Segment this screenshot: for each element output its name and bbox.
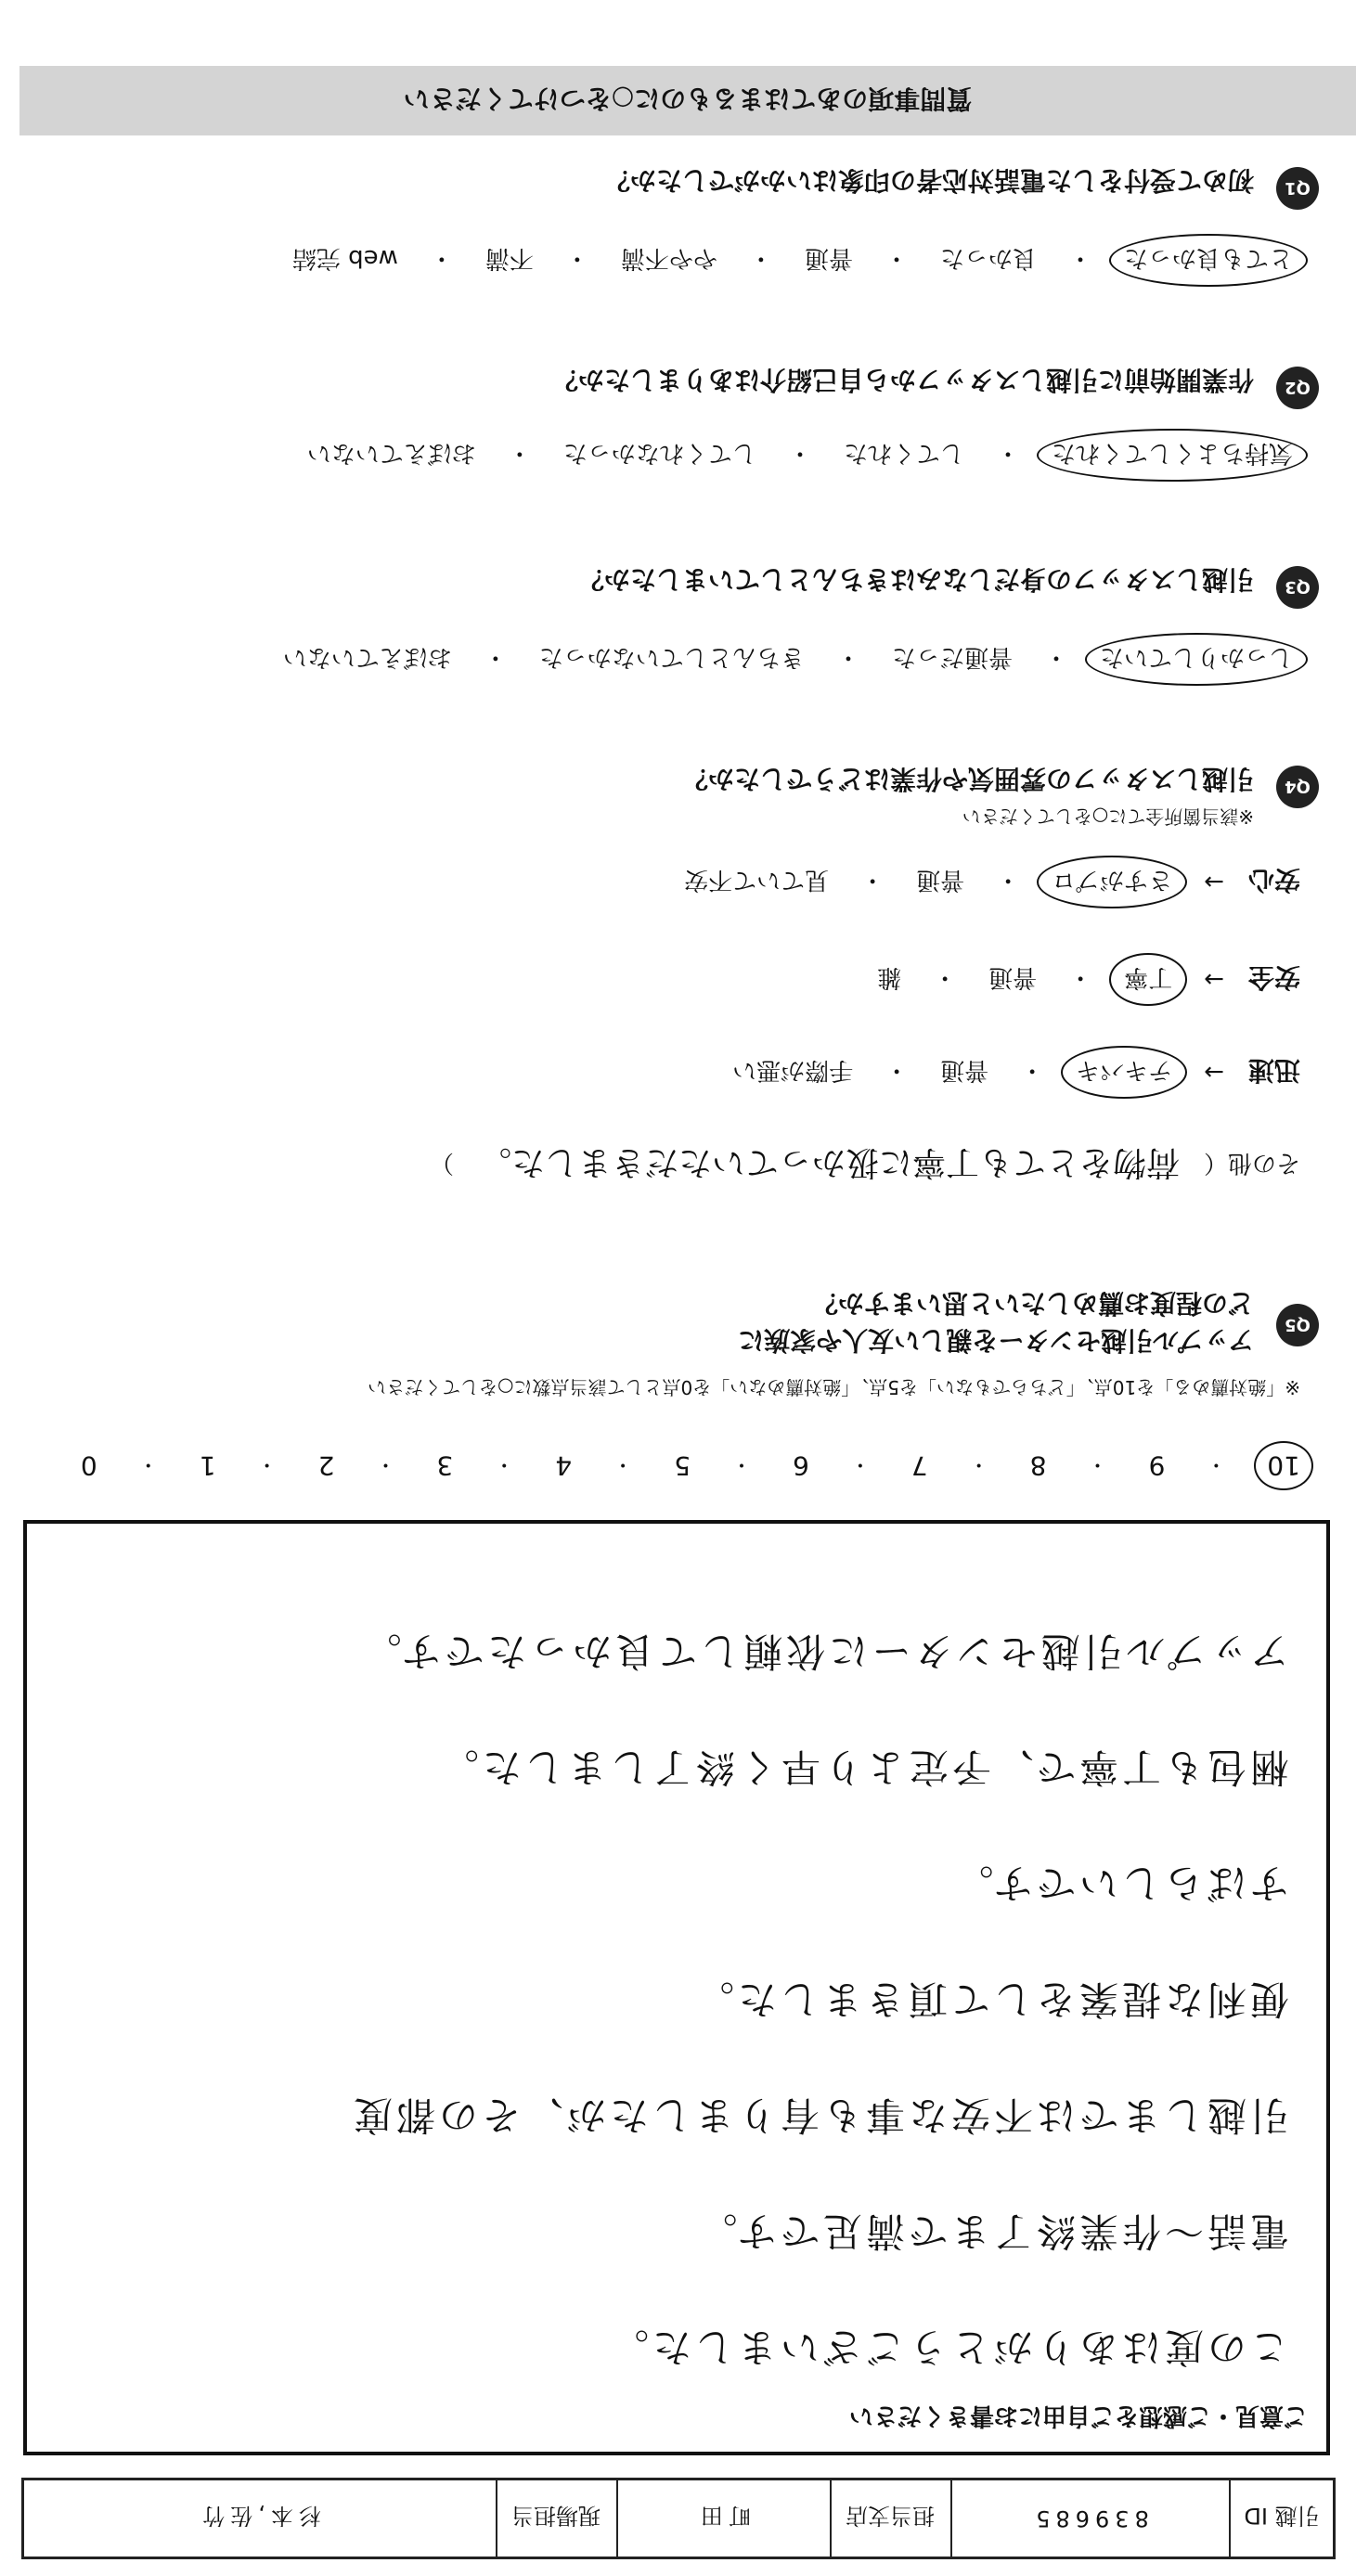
comments-box <box>23 1520 1330 2455</box>
supervisor-label: 現場担当 <box>496 2480 618 2557</box>
scale-0[interactable]: 0 <box>80 1450 97 1481</box>
arrow-icon: → <box>1204 965 1224 994</box>
q4-option[interactable]: テキパキ <box>1068 1053 1180 1091</box>
comment-line: 便利な提案をして頂きました。 <box>691 1977 1289 2022</box>
q1-option[interactable]: 良かった <box>939 244 1037 272</box>
q1-option[interactable]: やや不満 <box>620 244 717 272</box>
q2-badge: Q2 <box>1276 367 1319 409</box>
q4-option[interactable]: 手際が悪い <box>732 1056 854 1084</box>
q2-option[interactable]: おぼえていない <box>306 439 476 467</box>
q4-other-text[interactable]: 荷物をとても丁寧に扱かっていただきました。 <box>477 1143 1180 1181</box>
q5-text-line1: アップル引越センターを親しい友人や家族に <box>738 1325 1254 1356</box>
q1-text: 初めて受付をした電話対応者の印象はいかがでしたか？ <box>603 165 1254 196</box>
comment-line: アップル引越センターに依頼して良かったです。 <box>358 1629 1289 1674</box>
q5-note: ※「絶対薦める」を10点、「どちらでもない」を5点、「絶対薦めない」を0点として該当点数に○をしてください <box>368 1376 1300 1398</box>
q4-option[interactable]: 丁寧 <box>1117 960 1180 998</box>
header-row <box>21 2478 1336 2559</box>
q4-other <box>430 1141 1300 1189</box>
scale-8[interactable]: 8 <box>1029 1450 1047 1481</box>
q4-row-label: 安心 <box>1247 865 1300 896</box>
q1-option[interactable]: web 完結 <box>291 244 398 272</box>
branch-label: 担当支店 <box>830 2480 952 2557</box>
q2-text: 作業開始前に引越しスタッフから自己紹介はありましたか？ <box>551 365 1254 395</box>
instructions-bar: 質問事項のあてはまるものに○をつけてください <box>19 66 1356 135</box>
q4-text: 引越しスタッフの雰囲気や作業はどうでしたか？ <box>681 764 1254 794</box>
q4-row-label: 安全 <box>1247 962 1300 994</box>
q2-options: 気持ちよくしてくれた ・ してくれた ・ してくれなかった ・ おぼえていない <box>300 436 1300 474</box>
q5-scale: 10 ・ 9 ・ 8 ・ 7 ・ 6 ・ 5 ・ 4 ・ 3 ・ 2 ・ 1 ・ 0 <box>80 1450 1300 1481</box>
q1-option[interactable]: とても良かった <box>1117 241 1300 279</box>
scale-10[interactable]: 10 <box>1267 1450 1300 1481</box>
q4-option[interactable]: 普通 <box>988 963 1038 991</box>
comment-line: すばらしいです。 <box>950 1861 1289 1906</box>
q4-other-close: ） <box>429 1149 454 1177</box>
q4-option[interactable]: 雑 <box>877 963 902 991</box>
q3-text: 引越しスタッフの身だしなみはきちんとしていましたか？ <box>577 564 1254 595</box>
q2-option[interactable]: 気持ちよくしてくれた <box>1044 436 1300 474</box>
arrow-icon: → <box>1204 1058 1224 1087</box>
q3-option[interactable]: しっかりしていた <box>1092 640 1300 678</box>
q4-row-relief: 安心 → さすがプロ ・ 普通 ・ 見ていて不安 <box>677 863 1300 901</box>
scale-1[interactable]: 1 <box>199 1450 216 1481</box>
q4-other-label: その他（ <box>1203 1149 1300 1177</box>
scale-6[interactable]: 6 <box>792 1450 809 1481</box>
q4-option[interactable]: 見ていて不安 <box>684 866 830 894</box>
scale-4[interactable]: 4 <box>555 1450 573 1481</box>
q1-options: とても良かった ・ 良かった ・ 普通 ・ やや不満 ・ 不満 ・ web 完結 <box>285 241 1300 279</box>
scale-5[interactable]: 5 <box>674 1450 691 1481</box>
q3-option[interactable]: きちんとしていなかった <box>538 643 805 671</box>
scale-2[interactable]: 2 <box>317 1450 335 1481</box>
q4-option[interactable]: 普通 <box>916 866 965 894</box>
comment-line: この度はありがとうございました。 <box>605 2325 1289 2370</box>
q4-option[interactable]: 普通 <box>940 1056 989 1084</box>
q1-badge: Q1 <box>1276 167 1319 210</box>
comment-line: 電話〜作業終了まで満足です。 <box>694 2209 1289 2254</box>
q4-note: ※該当箇所全てに○をしてください <box>962 805 1254 828</box>
comment-line: 引越しまでは不安な事も有りましたが、その都度 <box>349 2093 1289 2138</box>
q2-option[interactable]: してくれなかった <box>562 439 756 467</box>
scale-7[interactable]: 7 <box>910 1450 928 1481</box>
comment-line: 梱包も丁寧で、予定より早く終了しました。 <box>435 1745 1289 1790</box>
q1-option[interactable]: 普通 <box>804 244 853 272</box>
comments-title: ご意見・ご感想をご自由にお書きください <box>848 2402 1308 2429</box>
q4-row-safety: 安全 → 丁寧 ・ 普通 ・ 雑 <box>870 960 1300 998</box>
q3-badge: Q3 <box>1276 566 1319 609</box>
q4-badge: Q4 <box>1276 766 1319 808</box>
q4-row-speed: 迅速 → テキパキ ・ 普通 ・ 手際が悪い <box>725 1053 1300 1091</box>
id-label: 引越 ID <box>1244 2503 1320 2530</box>
supervisor-value: 杉本,佐竹 <box>22 2480 497 2557</box>
branch-value: 町田 <box>616 2480 832 2557</box>
q4-row-label: 迅速 <box>1247 1055 1300 1087</box>
q3-option[interactable]: 普通だった <box>891 643 1013 671</box>
arrow-icon: → <box>1204 868 1224 896</box>
id-value: 839685 <box>950 2480 1231 2557</box>
q1-option[interactable]: 不満 <box>484 244 534 272</box>
scale-9[interactable]: 9 <box>1148 1450 1166 1481</box>
q3-option[interactable]: おぼえていない <box>282 643 452 671</box>
q3-options: しっかりしていた ・ 普通だった ・ きちんとしていなかった ・ おぼえていない <box>276 640 1300 678</box>
q2-option[interactable]: してくれた <box>843 439 964 467</box>
q5-text-line2: どの程度お薦めしたいと思いますか？ <box>811 1288 1254 1319</box>
q4-option[interactable]: さすがプロ <box>1044 863 1180 901</box>
scale-3[interactable]: 3 <box>436 1450 454 1481</box>
q5-badge: Q5 <box>1276 1304 1319 1346</box>
